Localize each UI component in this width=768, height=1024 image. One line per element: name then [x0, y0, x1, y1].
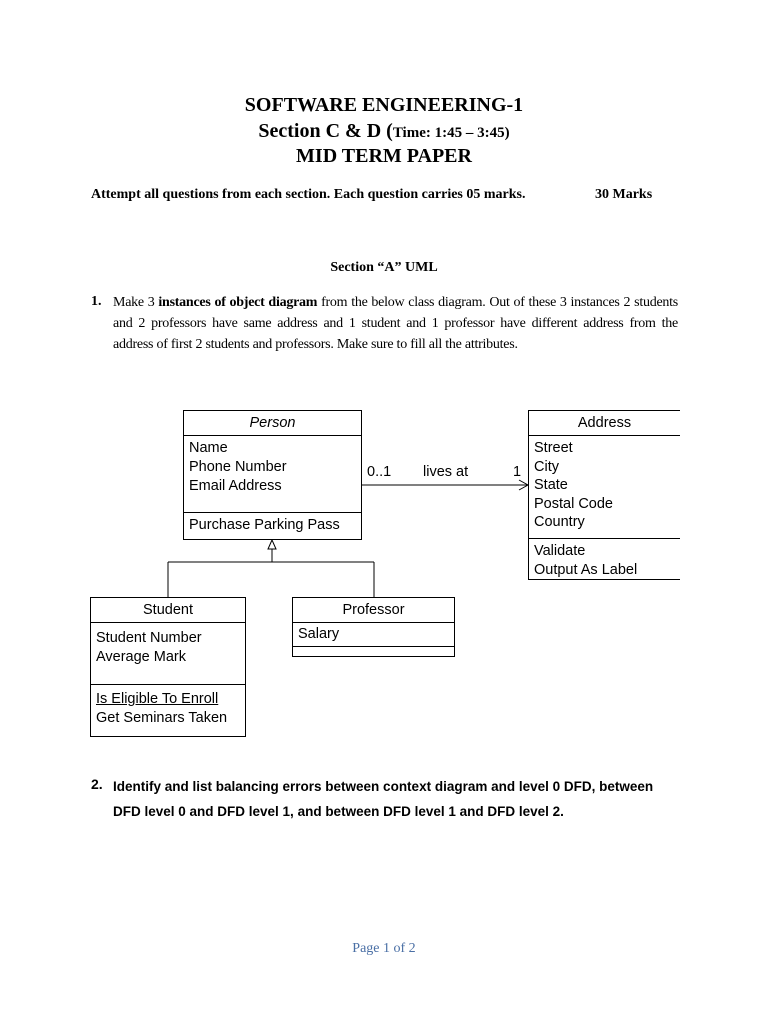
person-class	[183, 410, 362, 540]
association-source-multiplicity: 0..1	[367, 464, 392, 480]
total-marks: 30 Marks	[595, 187, 653, 202]
professor-attributes	[293, 623, 454, 646]
instructions-text: Attempt all questions from each section. Each question carries 05 marks.	[91, 187, 526, 202]
student-class	[90, 597, 246, 737]
question-2-number: 2.	[91, 776, 103, 792]
association-label: lives at	[423, 464, 469, 480]
student-operations	[91, 684, 245, 731]
professor-class	[292, 597, 455, 657]
exam-time: Time: 1:45 – 3:45	[392, 125, 505, 141]
professor-attr-salary: Salary	[298, 626, 340, 642]
address-class	[528, 410, 680, 580]
address-attr-city: City	[534, 458, 559, 475]
page-number: Page 1 of 2	[352, 941, 416, 956]
professor-operations	[293, 646, 454, 653]
question-1-number: 1.	[91, 294, 102, 309]
person-attr-email: Email Address	[189, 478, 282, 494]
address-op-output: Output As Label	[534, 562, 638, 578]
address-operations	[529, 538, 680, 583]
address-attributes	[529, 436, 680, 538]
question-2-text: Identify and list balancing errors between context diagram and level 0 DFD, between DFD level 0 and DFD level 1, and between DFD level 1 and DFD level 2.	[113, 779, 654, 819]
question-1-part2: from the below class diagram. Out of these 3 instances 2 students and 2 professors have same address and 1 student and 1 professor have different address from the address of first 2 students and professors. Make sure to fill all the attributes.	[113, 295, 679, 352]
person-attr-phone: Phone Number	[189, 459, 287, 475]
student-attr-mark: Average Mark	[96, 649, 186, 665]
person-attr-name: Name	[189, 440, 228, 456]
person-operations	[184, 512, 361, 538]
address-op-validate: Validate	[534, 543, 586, 559]
student-op-seminars: Get Seminars Taken	[96, 710, 228, 726]
professor-class-name: Professor	[293, 598, 454, 623]
generalization-triangle	[268, 540, 276, 549]
address-attr-street: Street	[534, 440, 573, 456]
address-attr-state: State	[534, 477, 568, 493]
student-attributes	[91, 623, 245, 684]
person-attributes	[184, 436, 361, 512]
address-class-name: Address	[529, 411, 680, 436]
student-attr-number: Student Number	[96, 630, 202, 646]
student-class-name: Student	[91, 598, 245, 623]
person-op-parking: Purchase Parking Pass	[189, 517, 340, 533]
section-prefix: Section C & D (	[258, 120, 393, 142]
course-title: SOFTWARE ENGINEERING-1	[244, 94, 524, 116]
question-1-bold: instances of object diagram	[158, 295, 318, 310]
question-1-part1: Make 3	[113, 295, 159, 310]
section-suffix: )	[504, 125, 510, 141]
association-target-multiplicity: 1	[513, 464, 522, 480]
person-class-name: Person	[184, 411, 361, 436]
paper-title: MID TERM PAPER	[296, 145, 472, 167]
address-attr-country: Country	[534, 514, 585, 530]
address-attr-postal: Postal Code	[534, 495, 613, 512]
section-title: Section “A” UML	[330, 260, 438, 275]
student-op-eligible: Is Eligible To Enroll	[96, 691, 219, 707]
